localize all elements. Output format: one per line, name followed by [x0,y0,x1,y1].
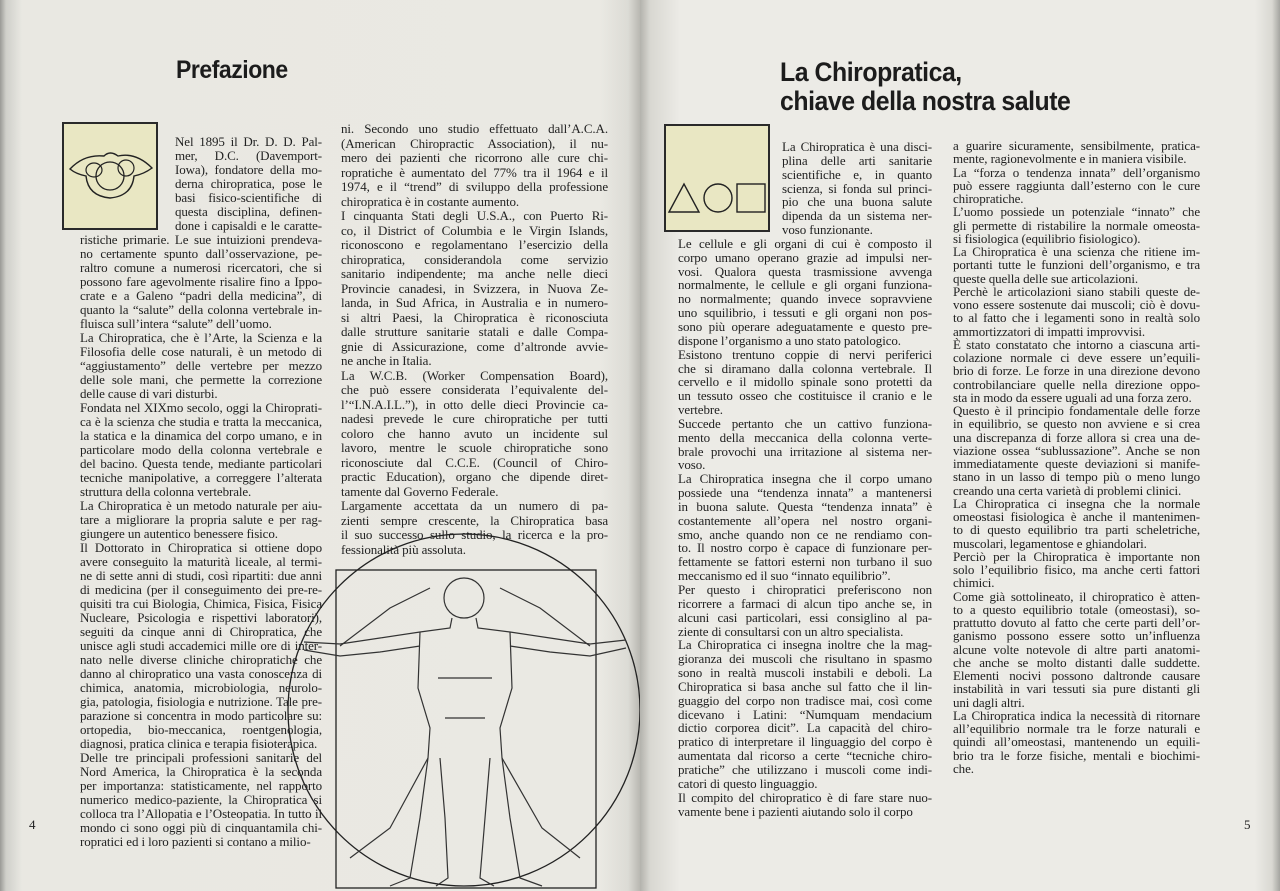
text-line: muscolari, legamentose e ghiandolari. [953,535,1147,551]
text-line: uno squilibrio, i tessuti e gli organi non pos- [678,305,932,321]
text-line: Nucleare, Psicologia e rispettivi laboratori), [80,610,322,625]
text-line: giungere un autentico benessere fisico. [80,526,278,541]
text-line: queste quella delle sue articolazioni. [953,270,1138,286]
text-line: co, il District of Columbia e le Virgin Islands, [341,222,608,238]
text-line: Chiropratica si basa anche sul fatto che il lin- [678,678,932,694]
text-line: un tessuto osseo che costituisce il cranio e le [678,388,932,404]
text-line: chimica, anatomia, microbiologia, neurolo- [80,680,322,695]
text-line: portanti tutte le funzioni dell’organismo, e tra [953,257,1200,273]
title-line: La Chiropratica, [780,57,962,87]
paragraph [678,237,932,348]
text-line: chimici. [953,575,995,591]
text-line: Il compito del chiropratico è di fare stare nuo- [678,789,932,805]
text-line: plina delle arti sanitarie [782,152,932,168]
text-line: È stato constatato che intorno a ciascuna arti- [953,336,1200,352]
paragraph [953,285,1200,338]
text-line: Questo è il principio fondamentale delle forze [953,403,1200,418]
paragraph [953,404,1200,497]
text-line: La Chiropratica insegna che il corpo umano [678,471,932,487]
text-line: che. [953,760,974,776]
vertebra-icon [64,124,156,228]
text-line: cervello e il midollo spinale sono protetti da [678,374,932,390]
text-line: zienti sempre crescente, la Chiropratica basa [341,512,608,528]
text-line: delle cause di vari disturbi. [80,386,218,401]
text-line: corpo umano operano grazie ad impulsi ner- [678,249,932,265]
page-number: 4 [29,817,36,832]
text-line: una discrepanza di forze allora si crea una de- [953,429,1200,445]
paragraph [678,583,932,638]
text-line: guaggio del corpo non tradisce mai, così come [678,692,932,708]
text-line: Come già sottolineato, il chiropratico è atten- [953,588,1200,604]
text-line: alcuni casi particolari, essi consiglino al pa- [678,609,932,625]
text-line: normalmente, le cellule e gli organi funziona- [678,277,932,293]
text-line: controbilanciare quelle nella direzione oppo- [953,376,1200,392]
text-line: possono fare agevolmente risalire fino a Ippo- [80,274,322,289]
text-line: fettamente se fattori esterni non turbano il suo [678,554,932,570]
text-line: meccanismo ed il suo “innato equilibrio”. [678,568,891,584]
paragraph [953,550,1200,590]
text-line: si fisiologica (equilibrio fisiologico). [953,230,1141,246]
text-line: ortopedia, bio-meccanica, roentgenologia, [80,722,322,737]
paragraph [341,122,608,209]
text-line: brio di forze. Le forze in una direzione devono [953,363,1200,379]
text-line: “aggiustamento” delle vertebre per mezzo [80,358,322,373]
text-line: (American Chiropractic Association), il nu- [341,135,608,151]
text-line: nato nelle diverse cliniche chiropratiche che [80,652,322,667]
text-line: Perchè le articolazioni siano stabili queste de- [953,283,1200,299]
text-line: in equilibrio, se questo non avviene e si crea [953,416,1200,432]
text-line: catori di questo linguaggio. [678,775,818,791]
paragraph [953,245,1200,285]
text-line: gioranza dei muscoli che risultano in spasmo [678,651,932,667]
text-line: prattutto dovuto al fatto che certe parti dell’or- [953,615,1200,630]
text-column [953,139,1200,775]
text-line: costantemente all’opera nel nostro organi- [678,512,932,528]
text-line: ricorrere a farmaci di alcun tipo anche se, in [678,595,932,611]
text-line: quindi all’omeostasi, mantenendo un equili- [953,734,1200,750]
text-line: Succede pertanto che un cattivo funziona- [678,415,932,431]
text-line: ammortizzatori di impatti improvvisi. [953,323,1145,339]
text-line: La “forza o tendenza innata” dell’organismo [953,164,1200,180]
text-line: dipenda da un sistema ner- [782,208,932,224]
paragraph [678,638,932,790]
text-line: unisce agli studi accademici mille ore di inter- [80,638,322,653]
text-line: sono in realtà muscoli instabili e deboli. La [678,665,932,681]
text-line: no certamente spunto dall’osservazione, pe- [80,246,322,261]
text-line: voso. [678,457,706,473]
text-line: numerico medico-paziente, la Chiropratica si [80,792,322,807]
paragraph [678,417,932,472]
text-line: all’equilibrio normale tra le forze naturali e [953,721,1200,736]
text-line: L’uomo possiede un potenziale “innato” che [953,204,1200,220]
paragraph [953,497,1200,550]
page-title-chiropratica [780,58,1070,116]
text-line: dictio corporea dicit”. La capacità del chiro- [678,720,932,736]
text-line: Largamente accettata da un numero di pa- [341,498,608,513]
triangle-circle-square-icon [666,126,768,230]
text-line: ne di sette anni di studi, così ripartiti: due anni [80,568,322,583]
text-line: viazione ossea “sublussazione”. Anche se non [953,442,1200,458]
text-line: to. Il nostro corpo è capace di funzionare per- [678,540,932,556]
text-line: creando una certa varietà di problemi clinici. [953,482,1182,498]
text-line: Per questo i chiropratici preferiscono non [678,582,932,597]
text-line: mento della meccanica della colonna verte- [678,429,932,445]
text-line: Le cellule e gli organi di cui è composto il [678,235,932,251]
text-column [341,122,608,557]
text-line: che può essere considerata l’equivalente del- [341,382,608,397]
text-line: landa, in Sud Africa, in Australia e in numero- [341,295,608,310]
text-line: colloca tra l’Allopatia e l’Osteopatia. In tutto il [80,806,322,821]
text-line: ne anche in Italia. [341,353,432,368]
text-line: può essere raggiunta dall’esterno con le cure [953,177,1200,193]
text-line: raltro comune a numerosi ricercatori, che si [80,260,322,275]
text-line: La W.C.B. (Worker Compensation Board), [341,367,608,383]
text-line: gli permette di ristabilire la normale omeosta- [953,217,1200,233]
text-line: Nord America, la Chiropratica è la seconda [80,764,322,779]
text-line: Provincie canadesi, in Svizzera, in Nuova Ze- [341,280,608,296]
text-line: to di questo equilibrio tra parti scheletriche, [953,522,1200,538]
paragraph [953,338,1200,404]
text-line: Iowa), fondatore della mo- [175,162,322,177]
paragraph [953,205,1200,245]
text-line: no normalmente; quando invece sopravviene [678,291,932,307]
text-line: aumentata dal ricorso a certe “tecniche chiro- [678,748,932,764]
text-line: omeostasi fisiologica è anche il mantenimen- [953,509,1200,524]
text-line: mente, ragionevolmente e in maniera visibile. [953,151,1187,167]
text-line: alcune volte notevole di altre parti anatomi- [953,641,1200,657]
text-line: pio che una buona salute [782,194,932,210]
text-line: I cinquanta Stati degli U.S.A., con Puerto Ri- [341,208,608,223]
text-line: ni. Secondo uno studio effettuato dall’A.C.A. [341,121,608,136]
text-line: ziente di consultarsi con un altro specialista. [678,623,904,639]
text-line: sanitario indipendente; ma anche nelle dieci [341,266,608,281]
text-line: dicevano i Latini: “Numquam mendacium [678,706,932,722]
text-line: possiede una “tendenza innata” a mantenersi [678,485,932,501]
text-line: La Chiropratica è una disci- [782,139,932,154]
vitruvian-man-illustration [280,528,650,891]
text-line: chiropratiche. [953,191,1024,206]
paragraph [953,139,1200,166]
text-line: quisiti tra cui Biologia, Chimica, Fisica, Fisica [80,596,322,611]
paragraph [953,590,1200,709]
text-line: fessionalità più assoluta. [341,541,466,557]
text-line: diagnosi, pratica clinica e terapia fisioterapica. [80,736,318,751]
shapes-illustration [664,124,770,232]
text-line: delle sole mani, che permette la correzione [80,372,322,387]
text-line: ristiche primarie. Le sue intuizioni prendeva- [80,232,322,247]
text-line: Elementi nocivi possono daltronde causare [953,668,1200,683]
text-line: chiropratica è in costante aumento. [341,193,520,209]
paragraph [80,401,322,499]
text-line: La Chiropratica è un metodo naturale per aiu- [80,498,322,513]
text-line: seguiti da cinque anni di Chiropratica, che [80,624,322,639]
text-line: avere conseguito la maturità liceale, al termi- [80,554,322,569]
text-line: il suo successo sullo studio, la ricerca e la pro- [341,527,608,542]
text-line: La Chiropratica è una scienza che ritiene im- [953,244,1200,259]
text-line: particolare modo della colonna vertebrale e [80,442,322,457]
text-line: che anche se molto distanti dalle suddette. [953,654,1200,670]
text-line: a guarire sicuramente, sensibilmente, pratica- [953,138,1200,153]
text-line: Esistono trentuno coppie di nervi periferici [678,346,932,362]
text-line: immediatamente queste deviazioni si manife- [953,456,1200,471]
text-line: smo, anche quando non ce ne rendiamo con- [678,526,932,542]
text-line: colazione normale ci deve essere un’equili- [953,350,1200,365]
paragraph [80,331,322,401]
text-line: per importanza: statisticamente, nel rapporto [80,778,322,793]
text-line: chiropratica, considerandola come servizio [341,251,608,267]
text-line: lavoro, mentre le scuole chiropratiche sono [341,440,608,455]
text-line: scientifiche e, in quanto [782,166,932,182]
title-line: chiave della nostra salute [780,86,1071,116]
text-line: Il Dottorato in Chiropratica si ottiene dopo [80,540,322,555]
text-line: to al fatto che i legamenti sono in realtà solo [953,310,1200,326]
page-title-prefazione: Prefazione [176,56,288,84]
text-line: nadesi prevede le cure chiropratiche per tutti [341,411,608,426]
text-line: gnie di Assicurazione, come d’altronde avvie- [341,338,608,354]
text-line: fluisca sull’intera “salute” dell’uomo. [80,316,272,331]
text-line: ca è la scienza che studia e tratta la meccanica, [80,414,322,429]
text-line: in buona salute. Questa “tendenza innata” è [678,498,932,514]
text-line: dispone l’organismo a uno stato patologico. [678,332,901,348]
text-line: mer, D.C. (Davemport- [175,148,322,163]
text-line: done i capisaldi e le caratte- [175,218,322,233]
text-line: di medicina (per il conseguimento dei pre-re- [80,582,322,597]
text-line: solo l’equilibrio fisico, ma anche certi fattori [953,562,1200,577]
text-line: La Chiropratica ci insegna inoltre che la mag- [678,637,932,653]
text-line: la statica e la dinamica del corpo umano, e in [80,428,322,443]
text-line: Filosofia delle cose naturali, è un metodo di [80,344,322,359]
paragraph [678,791,932,819]
paragraph [678,472,932,583]
text-line: basi fisico-scientifiche di [175,190,322,205]
text-line: del bacino. Questa tende, mediante particolari [80,456,322,471]
text-line: coloro che hanno avuto un incidente sul [341,425,608,441]
text-line: brale provochi una irritazione al sistema ner- [678,443,932,459]
text-line: ropratiche è aumentato del 77% tra il 1964 e il [341,164,608,180]
vertebra-illustration [62,122,158,230]
text-line: parazione si concentra in modo particolare su: [80,708,322,723]
text-line: quanto la “salute” della colonna vertebrale in- [80,302,322,317]
text-line: che si diramano dalla colonna vertebrale. Il [678,360,932,376]
text-line: derna chiropratica, pose le [175,176,322,191]
text-line: stano in un lasso di tempo più o meno lungo [953,469,1200,485]
text-line: ganismo possono essere sotto un’influenza [953,628,1200,644]
text-line: mero dei pazienti che ricorrono alle cure chi- [341,150,608,165]
text-line: crate e a Galeno “padri della medicina”, di [80,288,322,303]
text-line: sta in modo da essere uguali ad una forza zero. [953,389,1192,405]
text-line: tecniche manipolative, a correggere l’alterata [80,470,322,485]
text-line: pratiche” che utilizzano i muscoli come indi- [678,761,932,777]
text-line: uni dagli altri. [953,694,1025,710]
text-line: practic Education), organo che dipende diret- [341,469,608,484]
text-line: Nel 1895 il Dr. D. D. Pal- [175,134,322,149]
text-line: dalle strutture sanitarie statali e dalle Compa- [341,324,608,339]
text-line: La Chiropratica ci insegna che la normale [953,495,1200,511]
text-line: ropratici ed i loro pazienti si contano a milio- [80,834,311,849]
paragraph [678,348,932,417]
text-line: vosi. Qualora questa trasmissione avvenga [678,263,932,279]
paragraph [953,709,1200,775]
text-line: riconosciute dal C.C.E. (Council of Chiro- [341,454,608,470]
text-line: scienza, si fonda sul princi- [782,180,932,196]
text-line: l’“I.N.A.I.L.”), in otto delle dieci Provincie ca- [341,396,608,412]
page-number: 5 [1244,817,1251,832]
text-line: Perciò per la Chiropratica è importante non [953,548,1200,564]
text-line: to a questo equilibrio totale (omeostasi), so- [953,601,1200,617]
text-line: mondo ci sono oggi più di cinquantamila chi- [80,820,322,835]
text-line: tare a migliorare la propria salute e per rag- [80,512,322,527]
text-line: danno al chiropratico una vasta conoscenza di [80,666,322,681]
text-line: gia, patologia, fisiologia e nutrizione. Tale pre- [80,694,322,709]
text-line: sono più operare adeguatamente e questo pre- [678,318,932,334]
text-line: riconoscono e regolamentano l’esercizio della [341,237,608,252]
paragraph [341,369,608,500]
text-line: brio tra le forze fisiche, mentali e biochimi- [953,747,1200,763]
text-line: si altri Paesi, la Chiropratica è riconosciuta [341,309,608,325]
text-line: instabilità in vari tessuti sia pure distanti gli [953,681,1200,697]
text-line: Delle tre principali professioni sanitarie del [80,750,322,765]
text-line: Fondata nel XIXmo secolo, oggi la Chiroprati- [80,400,322,415]
text-line: La Chiropratica indica la necessità di ritornare [953,707,1200,723]
paragraph [341,209,608,369]
text-line: La Chiropratica, che è l’Arte, la Scienza e la [80,330,322,345]
text-line: vertebre. [678,402,723,418]
text-line: pratico di interpretare il linguaggio del corpo è [678,734,932,750]
text-line: struttura della colonna vertebrale. [80,484,252,499]
text-line: vono essere sostenute dai muscoli; ciò è dovu- [953,297,1200,312]
text-line: voso funzionante. [782,222,873,238]
text-line: tamente dal Governo Federale. [341,483,499,499]
text-line: questa disciplina, definen- [175,204,322,219]
text-line: 1974, e il “trend” di sviluppo della professione [341,179,608,194]
text-line: vamente bene i pazienti aiutando solo il corpo [678,803,913,819]
paragraph [953,166,1200,206]
text-column [678,140,932,818]
